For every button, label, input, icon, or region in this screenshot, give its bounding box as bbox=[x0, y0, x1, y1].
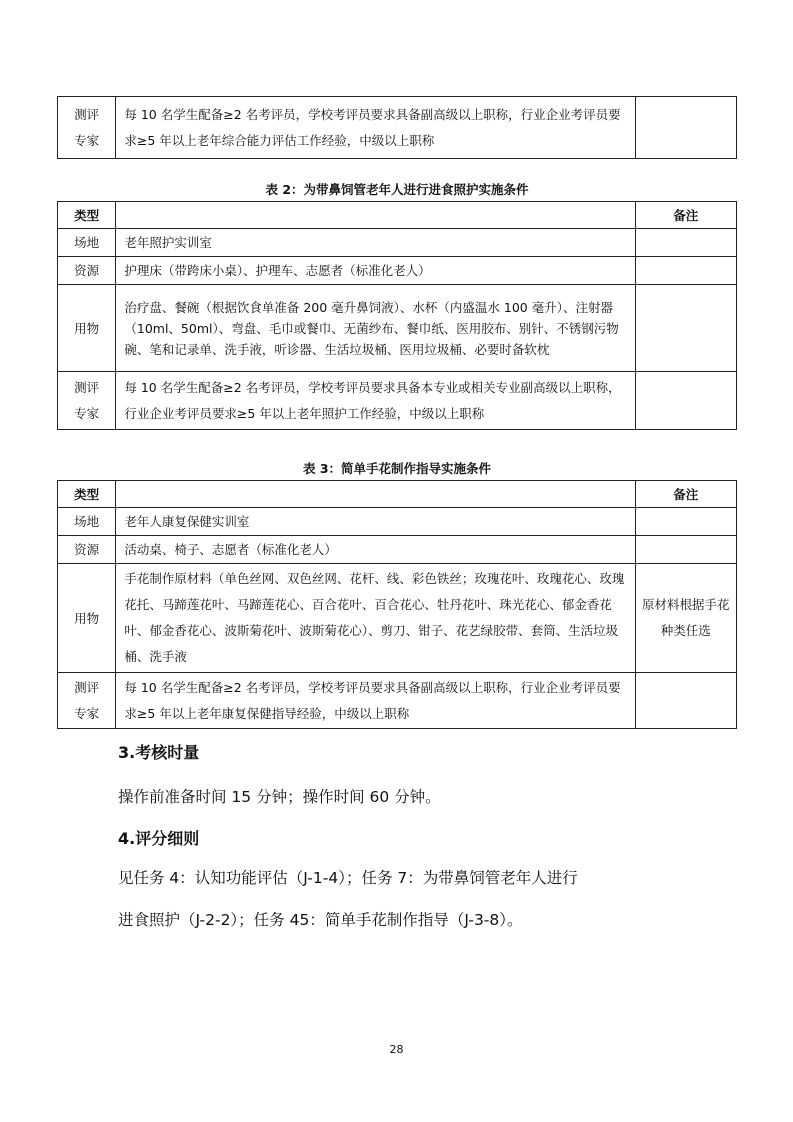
row-label: 用物 bbox=[58, 285, 116, 372]
row-content: 护理床（带跨床小桌）、护理车、志愿者（标准化老人） bbox=[116, 257, 635, 285]
table2 bbox=[57, 201, 737, 430]
row-label-text: 测评 专家 bbox=[74, 379, 100, 421]
row-label: 场地 bbox=[58, 508, 116, 536]
section4-line2: 进食照护（J-2-2）；任务 45：简单手花制作指导（J-3-8）。 bbox=[118, 911, 523, 929]
row-note bbox=[635, 229, 736, 257]
row-label bbox=[58, 673, 116, 729]
row-note bbox=[635, 285, 736, 372]
table3-caption: 表 3：简单手花制作指导实施条件 bbox=[302, 461, 492, 476]
row-content bbox=[116, 372, 635, 430]
row-content-text: 每 10 名学生配备≥2 名考评员，学校考评员要求具备本专业或相关专业副高级以上职称，行业企业考评员要求≥5 年以上老年照护工作经验，中级以上职称 bbox=[124, 379, 621, 421]
header-type: 类型 bbox=[58, 481, 116, 508]
row-content: 老年人康复保健实训室 bbox=[116, 508, 635, 536]
row-content-text: 每 10 名学生配备≥2 名考评员，学校考评员要求具备副高级以上职称，行业企业考评员要求≥5 年以上老年综合能力评估工作经验，中级以上职称 bbox=[124, 106, 621, 148]
section4-heading: 4.评分细则 bbox=[118, 829, 200, 848]
table-row bbox=[58, 673, 737, 729]
section3-text: 操作前准备时间 15 分钟；操作时间 60 分钟。 bbox=[118, 788, 441, 806]
header-content bbox=[116, 481, 635, 508]
row-note bbox=[635, 536, 736, 564]
section4-line1: 见任务 4：认知功能评估（J-1-4）；任务 7：为带鼻饲管老年人进行 bbox=[118, 869, 578, 887]
table-row bbox=[58, 97, 737, 159]
header-note: 备注 bbox=[635, 481, 736, 508]
row-label: 场地 bbox=[58, 229, 116, 257]
top-table bbox=[57, 96, 737, 159]
table-row bbox=[58, 564, 737, 673]
row-content bbox=[116, 673, 635, 729]
row-content-text: 手花制作原材料（单色丝网、双色丝网、花杆、线、彩色铁丝；玫瑰花叶、玫瑰花心、玫瑰花托、马蹄莲花叶、马蹄莲花心、百合花叶、百合花心、牡丹花叶、珠光花心、郁金香花叶、郁金香花心、波斯菊花叶、波斯菊花心）、剪刀、钳子、花艺绿胶带、套筒、生活垃圾桶、洗手液 bbox=[124, 571, 625, 664]
row-note bbox=[635, 257, 736, 285]
row-label: 资源 bbox=[58, 257, 116, 285]
row-label bbox=[58, 97, 116, 159]
row-note bbox=[635, 673, 736, 729]
section3-heading: 3.考核时量 bbox=[118, 743, 200, 762]
table3 bbox=[57, 480, 737, 729]
row-note bbox=[635, 372, 736, 430]
table-header-row bbox=[58, 481, 737, 508]
row-label: 用物 bbox=[58, 564, 116, 673]
row-content-text: 每 10 名学生配备≥2 名考评员，学校考评员要求具备副高级以上职称，行业企业考评员要求≥5 年以上老年康复保健指导经验，中级以上职称 bbox=[124, 679, 621, 721]
row-content bbox=[116, 564, 635, 673]
row-label bbox=[58, 372, 116, 430]
table-row bbox=[58, 372, 737, 430]
row-label-text: 测评 专家 bbox=[74, 679, 100, 721]
header-note: 备注 bbox=[635, 202, 736, 229]
table-row bbox=[58, 285, 737, 372]
page-number: 28 bbox=[389, 1043, 404, 1056]
table2-caption: 表 2：为带鼻饲管老年人进行进食照护实施条件 bbox=[265, 182, 529, 197]
header-type: 类型 bbox=[58, 202, 116, 229]
row-note bbox=[635, 564, 736, 673]
row-note bbox=[635, 97, 736, 159]
row-content: 治疗盘、餐碗（根据饮食单准备 200 毫升鼻饲液）、水杯（内盛温水 100 毫升）、注射器（10ml、50ml）、弯盘、毛巾或餐巾、无菌纱布、餐巾纸、医用胶布、别针、不锈钢污物碗、笔和记录单、洗手液，听诊器、生活垃圾桶、医用垃圾桶、必要时备软枕 bbox=[116, 285, 635, 372]
row-content: 活动桌、椅子、志愿者（标准化老人） bbox=[116, 536, 635, 564]
table-row bbox=[58, 536, 737, 564]
table-row bbox=[58, 257, 737, 285]
header-content bbox=[116, 202, 635, 229]
table-row bbox=[58, 508, 737, 536]
row-label-text: 测评 专家 bbox=[74, 106, 100, 148]
row-note bbox=[635, 508, 736, 536]
row-label: 资源 bbox=[58, 536, 116, 564]
row-note-text: 原材料根据手花种类任选 bbox=[642, 597, 730, 638]
row-content bbox=[116, 97, 635, 159]
table-row bbox=[58, 229, 737, 257]
row-content: 老年照护实训室 bbox=[116, 229, 635, 257]
table-header-row bbox=[58, 202, 737, 229]
